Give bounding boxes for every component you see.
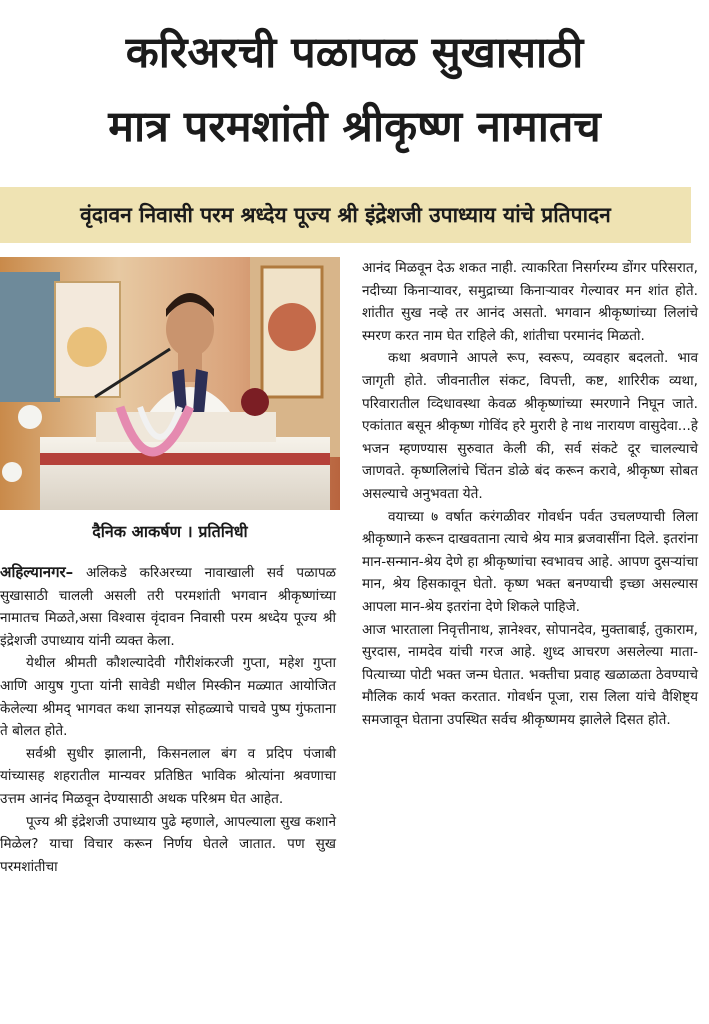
headline-line-2: मात्र परमशांती श्रीकृष्ण नामातच — [108, 102, 601, 152]
headline-line-1: करिअरची पळापळ सुखासाठी — [125, 28, 584, 78]
article-paragraph: वयाच्या ७ वर्षात करंगळीवर गोवर्धन पर्वत उचलण्याची लिला श्रीकृष्णाने करून दाखवताना त्याचे श्रेय मात्र ब्रजवासींना दिले. इतरांना मान-सन्मान-श्रेय देणे हा श्रीकृष्णांचा स्वभावच आहे. आपण दुसऱ्यांचा मान, श्रेय हिसकावून घेतो. कृष्ण भक्त बनण्याची इच्छा असल्यास आपला मान-श्रेय इतरांना देणे शिकले पाहिजे. — [362, 508, 698, 615]
article-paragraph: आनंद मिळवून देऊ शकत नाही. त्याकरिता निसर्गरम्य डोंगर परिसरात, नदीच्या किनाऱ्यावर, समुद्राच्या किनाऱ्यावर गेल्यावर मन शांत होते. शांतीत सुख नव्हे तर आनंद असतो. भगवान श्रीकृष्णांच्या लिलांचे स्मरण करत नाम घेत राहिले की, शांतीचा परमानंद मिळतो. — [362, 260, 698, 344]
byline: दैनिक आकर्षण । प्रतिनिधी — [92, 522, 248, 541]
subheadline: वृंदावन निवासी परम श्रध्देय पूज्य श्री इंद्रेशजी उपाध्याय यांचे प्रतिपादन — [80, 203, 611, 227]
article-paragraph: येथील श्रीमती कौशल्यादेवी गौरीशंकरजी गुप्ता, महेश गुप्ता आणि आयुष गुप्ता यांनी सावेडी मधील मिस्कीन मळ्यात आयोजित केलेल्या श्रीमद् भागवत कथा ज्ञानयज्ञ सोहळ्याचे पाचवे पुष्प गुंफताना ते बोलत होते. — [0, 655, 336, 740]
dateline: अहिल्यानगर– — [0, 563, 74, 581]
news-photo — [0, 257, 340, 510]
article-paragraph: कथा श्रवणाने आपले रूप, स्वरूप, व्यवहार बदलतो. भाव जागृती होते. जीवनातील संकट, विपत्ती, कष्ट, शारिरीक व्यथा, परिवारातील व्दिधावस्था केवळ श्रीकृष्णांच्या स्मरणाने निघून जाते. एकांतात बसून श्रीकृष्ण गोविंद हरे मुरारी हे नाथ नारायण वासुदेवा...हे भजन म्हणण्यास सुरुवात केली की, सर्व संकटे दूर चालल्याचे जाणवते. कृष्णलिलांचे चिंतन डोळे बंद करून करावे, श्रीकृष्ण सोबत असल्याचे अनुभवता येते. — [362, 350, 698, 502]
article-paragraph: आज भारताला निवृत्तीनाथ, ज्ञानेश्वर, सोपानदेव, मुक्ताबाई, तुकाराम, सुरदास, नामदेव यांची गरज आहे. शुध्द आचरण असलेल्या माता-पित्याच्या पोटी भक्त जन्म घेतात. भक्तीचा प्रवाह खळाळता ठेवण्याचे मौलिक कार्य भक्त करतात. गोवर्धन पूजा, रास लिला यांचे वैशिष्ट्य समजावून घेताना उपस्थित सर्वच श्रीकृष्णमय झालेले दिसत होते. — [362, 621, 698, 728]
article-paragraph: पूज्य श्री इंद्रेशजी उपाध्याय पुढे म्हणाले, आपल्याला सुख कशाने मिळेल? याचा विचार करून निर्णय घेतले जातात. पण सुख परमशांतीचा — [0, 813, 336, 875]
article-paragraph: अहिल्यानगर– अलिकडे करिअरच्या नावाखाली सर्व पळापळ सुखासाठी चालली असली तरी परमशांती भगवान श्रीकृष्णांच्या नामातच मिळते,असा विश्वास वृंदावन निवासी परम श्रध्देय पूज्य श्री इंद्रेशजी उपाध्याय यांनी व्यक्त केला. — [0, 563, 336, 649]
subheadline-band — [0, 187, 691, 243]
left-column — [0, 561, 336, 878]
article-paragraph: सर्वश्री सुधीर झालानी, किसनलाल बंग व प्रदिप पंजाबी यांच्यासह शहरातील मान्यवर प्रतिष्ठित भाविक श्रोत्यांना श्रवणाचा उत्तम आनंद मिळवून देण्यासाठी अथक परिश्रम घेत आहेत. — [0, 745, 336, 807]
right-column — [362, 257, 698, 731]
